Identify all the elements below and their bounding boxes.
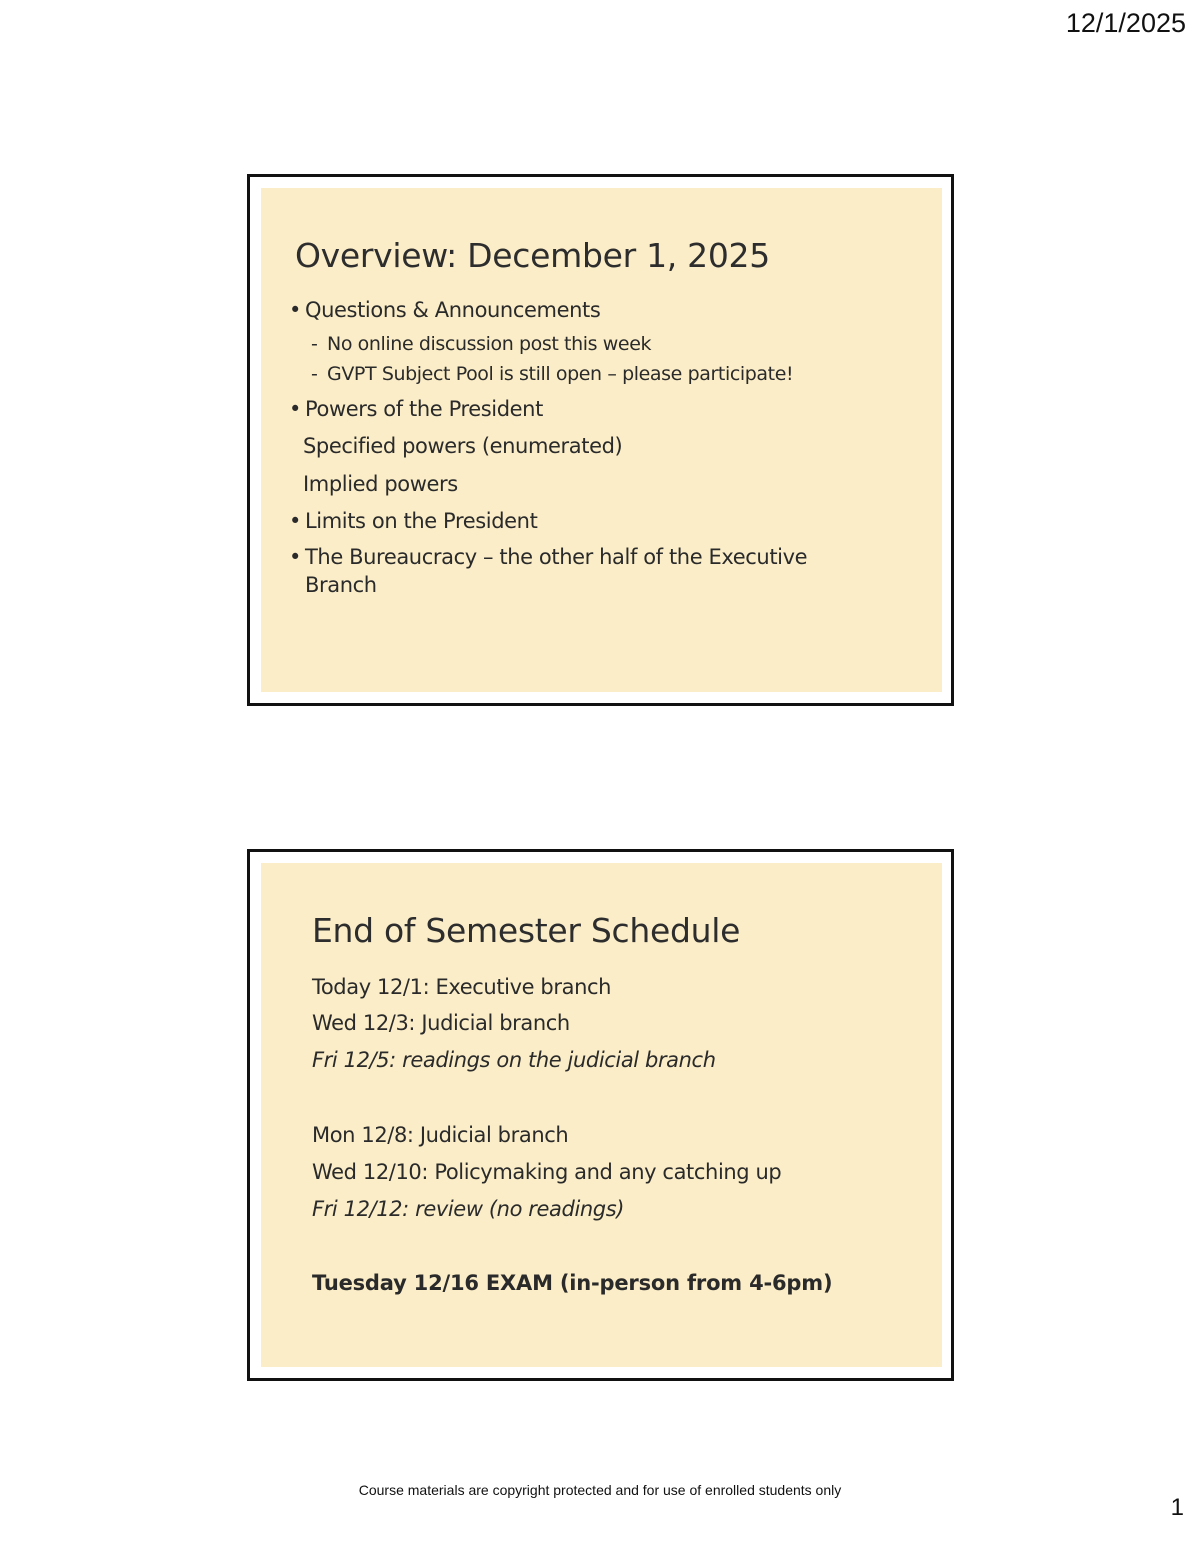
bullet-glyph: •: [289, 509, 301, 533]
bullet-item: [289, 397, 543, 421]
bullet-item: [289, 509, 537, 533]
slide-schedule: [261, 863, 942, 1367]
bullet-text: The Bureaucracy – the other half of the Executive: [305, 545, 808, 569]
dash-glyph: -: [311, 333, 318, 355]
dash-glyph: -: [311, 363, 318, 385]
sub-bullet-text: No online discussion post this week: [327, 333, 652, 355]
page-date: 12/1/2025: [1065, 8, 1186, 38]
slide-frame-overview: [247, 174, 954, 706]
schedule-line: Fri 12/5: readings on the judicial branch: [312, 1048, 716, 1072]
bullet-glyph: •: [289, 397, 301, 421]
bullet-continuation: Branch: [305, 573, 377, 597]
schedule-line: Mon 12/8: Judicial branch: [312, 1123, 569, 1147]
schedule-line: Fri 12/12: review (no readings): [312, 1197, 625, 1221]
indented-item: Specified powers (enumerated): [303, 434, 623, 458]
sub-bullet-text: GVPT Subject Pool is still open – please participate!: [327, 363, 794, 385]
copyright-note: Course materials are copyright protected and for use of enrolled students only: [358, 1482, 842, 1498]
schedule-line: Wed 12/3: Judicial branch: [312, 1011, 570, 1035]
page-number: 1: [1170, 1494, 1184, 1521]
bullet-glyph: •: [289, 545, 301, 569]
slide-frame-schedule: [247, 849, 954, 1381]
slide-title: End of Semester Schedule: [312, 911, 741, 950]
bullet-text: Limits on the President: [305, 509, 538, 533]
slide-title: Overview: December 1, 2025: [295, 236, 770, 275]
sub-bullet-item: [311, 363, 793, 385]
bullet-item: [289, 545, 807, 569]
bullet-text: Questions & Announcements: [305, 298, 601, 322]
bullet-item: [289, 298, 600, 322]
slide-overview: [261, 188, 942, 692]
schedule-line: Today 12/1: Executive branch: [312, 975, 612, 999]
exam-line: Tuesday 12/16 EXAM (in-person from 4-6pm): [312, 1271, 833, 1295]
sub-bullet-item: [311, 333, 651, 355]
bullet-glyph: •: [289, 298, 301, 322]
schedule-line: Wed 12/10: Policymaking and any catching up: [312, 1160, 782, 1184]
bullet-text: Powers of the President: [305, 397, 543, 421]
indented-item: Implied powers: [303, 472, 458, 496]
